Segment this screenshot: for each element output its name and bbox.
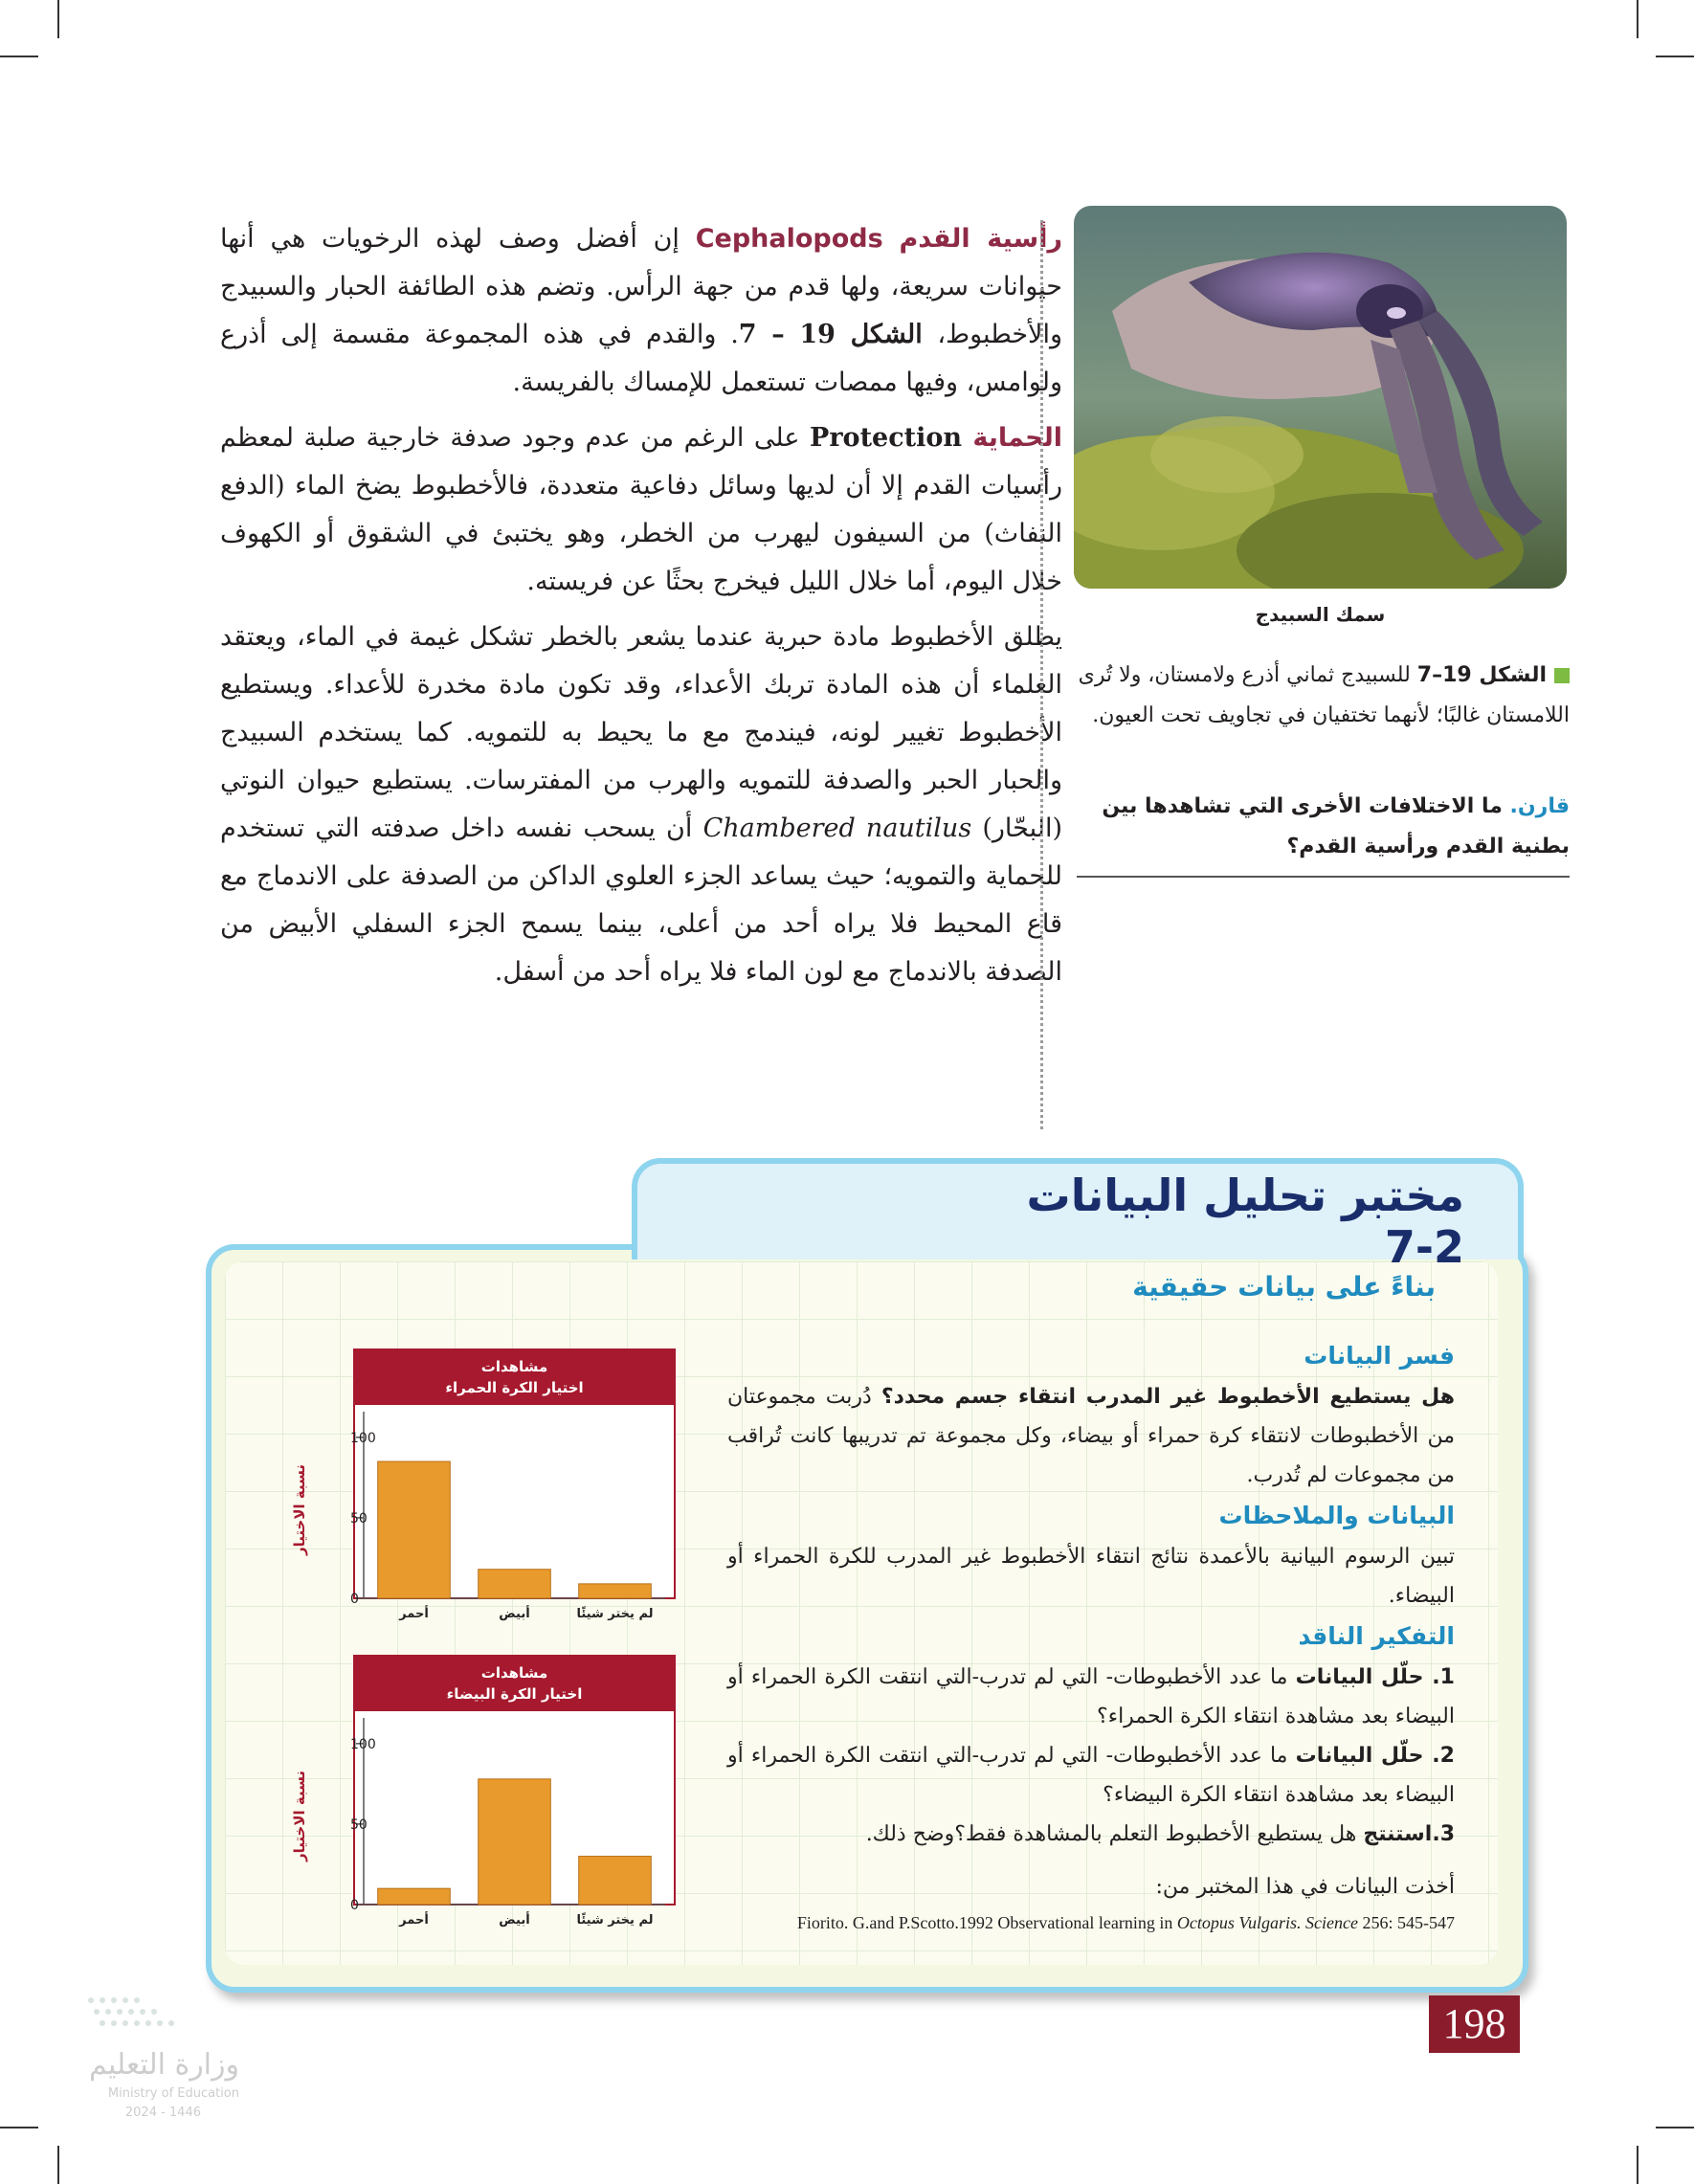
source-reference xyxy=(727,1906,1455,1939)
caption-square-icon xyxy=(1554,668,1570,683)
figure-reference: الشكل 19 – 7 xyxy=(738,320,938,349)
lab-text xyxy=(727,1335,1455,1939)
chart-bar xyxy=(378,1461,451,1598)
ministry-name-en: Ministry of Education xyxy=(107,2086,239,2101)
chart-bar xyxy=(378,1888,451,1905)
y-tick-label: 50 xyxy=(350,1816,368,1833)
item-number: 2. xyxy=(1423,1744,1455,1768)
crop-mark xyxy=(1656,2127,1694,2128)
item-text: ما عدد الأخطبوطات- التي لم تدرب-التي انتقت الكرة الحمراء أو البيضاء بعد مشاهدة انتقاء الكرة البيضاء؟ xyxy=(727,1744,1455,1807)
ministry-name-ar: وزارة التعليم xyxy=(88,2048,239,2082)
y-tick-label: 50 xyxy=(350,1510,368,1527)
x-tick-label: أبيض xyxy=(499,1913,530,1928)
bar-chart-red-ball xyxy=(278,1345,680,1632)
chart-title-line1: مشاهدات xyxy=(480,1358,548,1375)
chart-title-line2: اختيار الكرة الحمراء xyxy=(445,1379,584,1396)
chart-bar xyxy=(479,1779,551,1905)
item-number: 3. xyxy=(1432,1822,1455,1846)
source-ref-italic: Octopus Vulgaris. Science xyxy=(1176,1913,1358,1932)
x-tick-label: أحمر xyxy=(399,1913,429,1928)
crop-mark xyxy=(0,56,38,57)
chart-bar xyxy=(579,1584,652,1598)
column-divider xyxy=(1040,220,1043,1129)
list-item xyxy=(727,1658,1455,1736)
y-axis-label: نسبة الاختيار xyxy=(291,1464,308,1555)
term-cephalopods: رأسية القدم xyxy=(899,224,1062,254)
item-bold: حلّل البيانات xyxy=(1295,1665,1424,1689)
paragraph-text: . والقدم في هذه المجموعة مقسمة إلى أذرع ولوامس، وفيها ممصات تستعمل للإمساك بالفريسة. xyxy=(220,320,1062,397)
bar-chart-white-ball xyxy=(278,1651,680,1938)
x-tick-label: لم يختر شيئًا xyxy=(576,1607,654,1621)
chart-bar xyxy=(579,1857,652,1905)
list-item xyxy=(727,1736,1455,1815)
caption-divider xyxy=(1077,876,1570,878)
term-protection-en: Protection xyxy=(810,423,973,453)
crop-mark xyxy=(57,2146,59,2184)
compare-text: ما الاختلافات الأخرى التي تشاهدها بين بطنية القدم ورأسية القدم؟ xyxy=(1102,794,1570,858)
y-tick-label: 0 xyxy=(350,1898,359,1913)
item-bold: حلّل البيانات xyxy=(1295,1744,1424,1768)
figure-label: الشكل 19–7 xyxy=(1416,663,1547,687)
lab-question xyxy=(727,1377,1455,1495)
crop-mark xyxy=(57,0,59,38)
lab-subtitle: بناءً على بيانات حقيقية xyxy=(1132,1271,1436,1303)
paragraph-text: على الرغم من عدم وجود صدفة خارجية صلبة لمعظم رأسيات القدم إلا أن لديها وسائل دفاعية متعددة، فالأخطبوط يضخ الماء (الدفع النفاث) من السيفون ليهرب من الخطر، وهو يختبئ في الشقوق أو الكهوف خلال اليوم، أما خلال الليل فيخرج بحثًا عن فريسته. xyxy=(220,423,1062,596)
compare-lead: قارن. xyxy=(1509,794,1570,818)
figure-caption xyxy=(1072,656,1570,736)
item-bold: استنتج xyxy=(1363,1822,1433,1846)
lab-question-text: دُربت مجموعتان من الأخطبوطات لانتقاء كرة حمراء أو بيضاء، وكل مجموعة تم تدريبها كانت تُراقب من مجموعات لم تُدرب. xyxy=(727,1385,1455,1487)
chart-bar xyxy=(479,1570,551,1598)
page-number: 198 xyxy=(1429,1995,1520,2053)
heading-data-observations: البيانات والملاحظات xyxy=(1218,1502,1455,1529)
main-text-column xyxy=(220,215,1062,1004)
x-tick-label: أبيض xyxy=(499,1607,530,1621)
ministry-year: 2024 - 1446 xyxy=(124,2106,201,2120)
source-label: أخذت البيانات في هذا المختبر من: xyxy=(1155,1875,1455,1899)
crop-mark xyxy=(1656,56,1694,57)
ministry-logo xyxy=(81,1991,330,2144)
term-protection: الحماية xyxy=(972,423,1062,453)
term-cephalopods-en: Cephalopods xyxy=(695,224,883,254)
crop-mark xyxy=(1637,2146,1638,2184)
photo-title: سمك السبيدج xyxy=(1255,603,1386,626)
y-tick-label: 100 xyxy=(350,1430,376,1446)
source-ref-text: Fiorito. G.and P.Scotto.1992 Observational learning in xyxy=(796,1913,1177,1932)
ministry-dots-icon xyxy=(81,1991,234,2039)
y-tick-label: 0 xyxy=(350,1592,359,1607)
y-axis-label: نسبة الاختيار xyxy=(291,1771,308,1861)
chart-title-line2: اختيار الكرة البيضاء xyxy=(446,1685,583,1703)
x-tick-label: لم يختر شيئًا xyxy=(576,1913,654,1928)
paragraph-ink xyxy=(220,613,1062,996)
lab-title: مختبر تحليل البيانات 2-7 xyxy=(1026,1170,1464,1273)
item-text: هل يستطيع الأخطبوط التعلم بالمشاهدة فقط؟وضح ذلك. xyxy=(865,1822,1364,1846)
x-tick-label: أحمر xyxy=(399,1607,429,1621)
heading-critical-thinking: التفكير الناقد xyxy=(1298,1622,1455,1650)
paragraph-text: أن يسحب نفسه داخل صدفته التي تستخدم للحماية والتمويه؛ حيث يساعد الجزء العلوي الداكن من الصدفة على الاندماج مع قاع المحيط فلا يراه أحد من أعلى، بينما يسمح الجزء السفلي الأبيض من الصدفة بالاندماج مع لون الماء فلا يراه أحد من أسفل. xyxy=(220,813,1062,987)
source-ref-text: 256: 545-547 xyxy=(1358,1913,1455,1932)
paragraph-text: إن أفضل وصف لهذه الرخويات هي أنها حيوانات سريعة، ولها قدم من جهة الرأس. وتضم هذه الطائفة الحبار والسبيدج والأخطبوط، xyxy=(220,224,1062,349)
crop-mark xyxy=(1637,0,1638,38)
nautilus-name: Chambered nautilus xyxy=(702,813,972,843)
paragraph-text: يطلق الأخطبوط مادة حبرية عندما يشعر بالخطر تشكل غيمة في الماء، ويعتقد العلماء أن هذه المادة تربك الأعداء، وقد تكون مادة مخدرة للأعداء. ويستطيع الأخطبوط تغيير لونه، فيندمج مع ما يحيط به للتمويه. كما يستخدم السبيدج والحبار الحبر والصدفة للتمويه والهرب من المفترسات. يستطيع حيوان النوتي (البحّار) xyxy=(220,622,1062,843)
critical-thinking-list xyxy=(727,1658,1455,1854)
compare-question xyxy=(1072,787,1570,867)
lab-question-bold: هل يستطيع الأخطبوط غير المدرب انتقاء جسم محدد؟ xyxy=(880,1385,1456,1409)
paragraph-cephalopods xyxy=(220,215,1062,407)
item-text: ما عدد الأخطبوطات- التي لم تدرب-التي انتقت الكرة الحمراء أو البيضاء بعد مشاهدة انتقاء الكرة الحمراء؟ xyxy=(727,1665,1455,1728)
list-item xyxy=(727,1815,1455,1854)
caption-text: للسبيدج ثماني أذرع ولامستان، ولا تُرى اللامستان غالبًا؛ لأنهما تختفيان في تجاويف تحت العيون. xyxy=(1078,663,1570,727)
heading-interpret-data: فسر البيانات xyxy=(1304,1342,1455,1370)
item-number: 1. xyxy=(1423,1665,1455,1689)
chart-title-line1: مشاهدات xyxy=(480,1664,548,1682)
y-tick-label: 100 xyxy=(350,1736,376,1752)
cuttlefish-photo xyxy=(1074,206,1567,589)
paragraph-protection xyxy=(220,414,1062,606)
crop-mark xyxy=(0,2127,38,2128)
data-text: تبين الرسوم البيانية بالأعمدة نتائج انتقاء الأخطبوط غير المدرب للكرة الحمراء أو البيضاء. xyxy=(727,1545,1455,1608)
